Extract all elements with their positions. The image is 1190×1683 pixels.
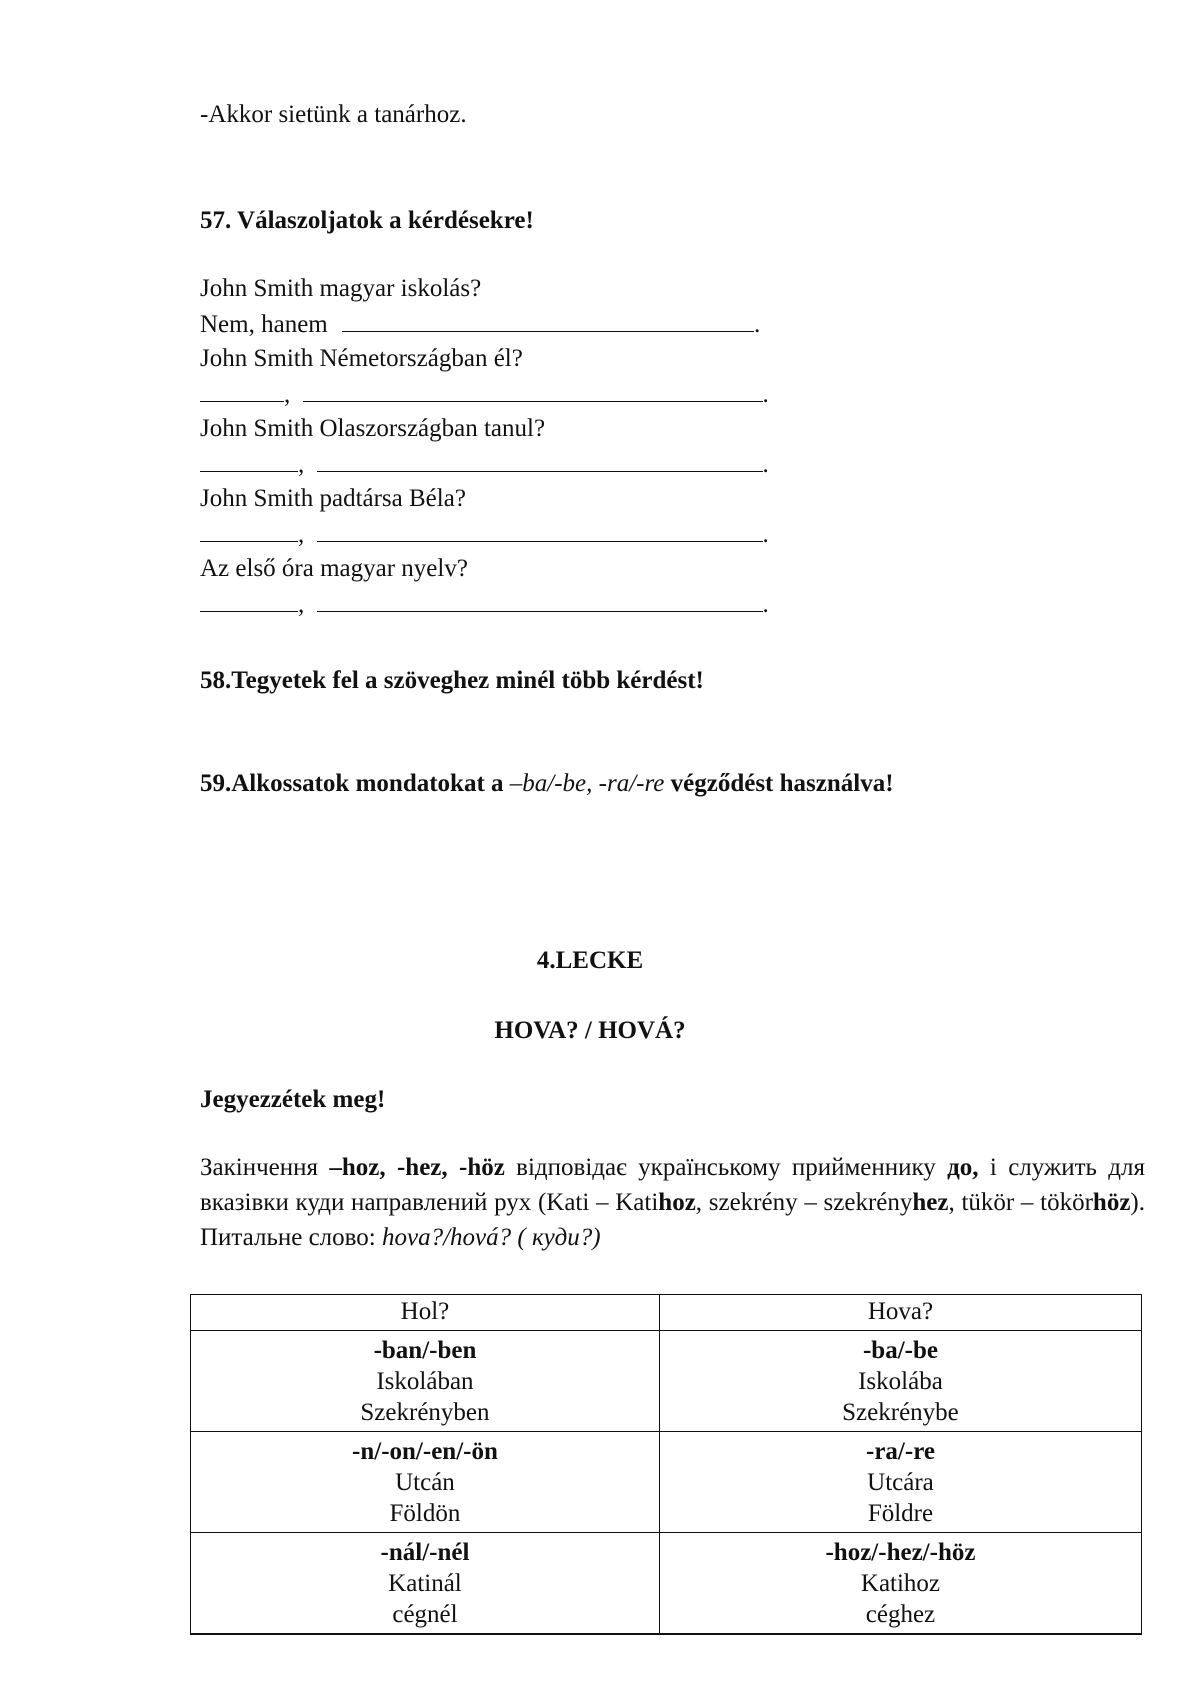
cell-suffix: -hoz/-hez/-höz: [825, 1539, 976, 1566]
lesson-topic: HOVA? / HOVÁ?: [494, 1017, 686, 1044]
table-cell-hol: [191, 1331, 660, 1432]
explanation-text: , szekrény – szekrény: [695, 1189, 913, 1216]
answer-1-row: [200, 309, 760, 340]
explanation-text: , tükör – tökör: [948, 1189, 1093, 1216]
exercise-58-title: 58.Tegyetek fel a szöveghez minél több kérdést!: [200, 667, 704, 694]
question-1: John Smith magyar iskolás?: [200, 275, 482, 302]
period: .: [762, 451, 769, 478]
note-heading: Jegyezzétek meg!: [200, 1086, 386, 1113]
answer-2-row: [200, 379, 769, 410]
exercise-59-title-start: 59.Alkossatok mondatokat a: [200, 770, 504, 797]
table-cell-hova: [659, 1432, 1141, 1533]
explanation-preposition: до,: [947, 1154, 979, 1181]
answer-blank-long[interactable]: [317, 449, 763, 472]
question-2: John Smith Németországban él?: [200, 345, 523, 372]
period: .: [762, 381, 769, 408]
cell-word: Szekrényben: [360, 1399, 490, 1426]
table-cell-hol: [191, 1533, 660, 1635]
explanation-suffixes: –hoz, -hez, -höz: [329, 1154, 505, 1181]
cell-word: Utcára: [867, 1469, 934, 1496]
cell-suffix: -ba/-be: [862, 1337, 938, 1364]
lesson-number: 4.LECKE: [536, 947, 644, 974]
case-suffix-table: [190, 1294, 1142, 1635]
answer-blank-short[interactable]: [200, 449, 298, 472]
dialogue-line: -Akkor sietünk a tanárhoz.: [200, 101, 467, 128]
cell-suffix: -ban/-ben: [373, 1337, 477, 1364]
answer-5-row: [200, 589, 769, 620]
answer-3-row: [200, 449, 769, 480]
explanation-text: і служить для вказівки куди направлений рух (Kati – Kati: [200, 1154, 1145, 1216]
table-cell-hova: [659, 1533, 1141, 1635]
table-row: [191, 1331, 1142, 1432]
cell-word: Katihoz: [860, 1570, 941, 1597]
cell-word: Iskolába: [858, 1368, 943, 1395]
table-cell-hova: [659, 1331, 1141, 1432]
question-5: Az első óra magyar nyelv?: [200, 555, 468, 582]
question-4: John Smith padtársa Béla?: [200, 485, 466, 512]
cell-word: Földön: [389, 1500, 461, 1527]
exercise-59-title-end: végződést használva!: [670, 770, 894, 797]
comma: ,: [298, 521, 305, 548]
period: .: [753, 311, 761, 338]
answer-blank-short[interactable]: [200, 589, 298, 612]
table-cell-hol: [191, 1432, 660, 1533]
period: .: [762, 521, 769, 548]
explanation-text: ). Питальне слово:: [200, 1189, 1145, 1251]
cell-suffix: -nál/-nél: [380, 1539, 470, 1566]
comma: ,: [284, 381, 291, 408]
cell-suffix: -n/-on/-en/-ön: [352, 1438, 498, 1465]
column-header-hova: Hova?: [659, 1295, 1141, 1331]
answer-blank-long[interactable]: [317, 519, 763, 542]
answer-blank[interactable]: [342, 309, 754, 332]
cell-word: Utcán: [395, 1469, 455, 1496]
exercise-57-title: 57. Válaszoljatok a kérdésekre!: [200, 207, 534, 234]
explanation-example-suffix: hoz: [658, 1189, 696, 1216]
explanation-text: Закінчення: [200, 1154, 330, 1181]
cell-word: cégnél: [392, 1601, 458, 1628]
explanation-example-suffix: höz: [1092, 1189, 1131, 1216]
answer-1-prefix: Nem, hanem: [200, 311, 328, 338]
exercise-59-title: [200, 769, 894, 799]
question-3: John Smith Olaszországban tanul?: [200, 415, 546, 442]
column-header-hol: Hol?: [191, 1295, 660, 1331]
exercise-59-suffixes: –ba/-be, -ra/-re: [509, 770, 665, 797]
explanation-question-word: hova?/hová? ( куди?): [381, 1224, 601, 1251]
explanation-text: відповідає українському прийменнику: [504, 1154, 948, 1181]
comma: ,: [298, 591, 305, 618]
cell-word: Iskolában: [376, 1368, 474, 1395]
answer-4-row: [200, 519, 769, 550]
table-row: [191, 1533, 1142, 1635]
answer-blank-short[interactable]: [200, 379, 284, 402]
cell-suffix: -ra/-re: [866, 1438, 935, 1465]
comma: ,: [298, 451, 305, 478]
explanation-paragraph: [200, 1150, 1145, 1255]
table-header-row: [191, 1295, 1142, 1331]
cell-word: céghez: [865, 1601, 936, 1628]
table-row: [191, 1432, 1142, 1533]
answer-blank-long[interactable]: [303, 379, 763, 402]
explanation-example-suffix: hez: [912, 1189, 949, 1216]
period: .: [762, 591, 769, 618]
cell-word: Katinál: [388, 1570, 462, 1597]
answer-blank-long[interactable]: [317, 589, 763, 612]
answer-blank-short[interactable]: [200, 519, 298, 542]
cell-word: Földre: [867, 1500, 934, 1527]
cell-word: Szekrénybe: [842, 1399, 959, 1426]
